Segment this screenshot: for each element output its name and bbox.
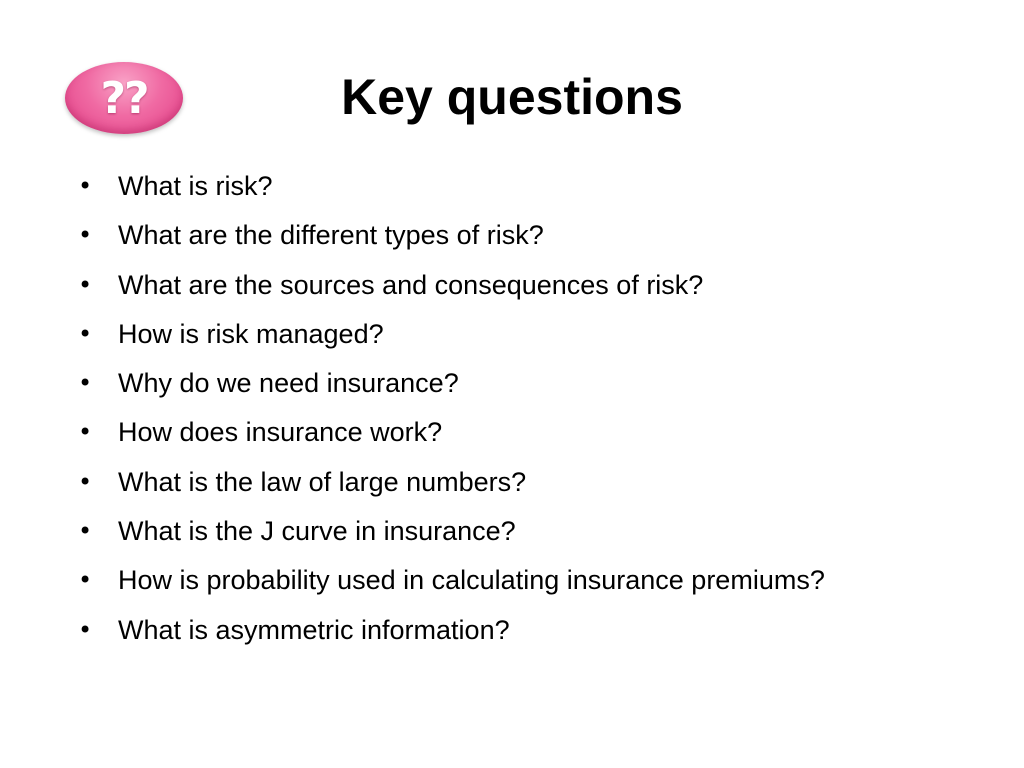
- bullet-icon: •: [78, 517, 93, 546]
- badge-label: ??: [100, 73, 148, 124]
- bullet-icon: •: [78, 319, 93, 348]
- bullet-icon: •: [78, 221, 93, 250]
- bullet-icon: •: [78, 369, 93, 398]
- question-text: How is risk managed?: [118, 318, 384, 349]
- question-item: [78, 560, 998, 609]
- question-item: [78, 215, 998, 264]
- question-item: [78, 412, 998, 461]
- bullet-icon: •: [78, 172, 93, 200]
- question-item: [78, 462, 998, 511]
- question-list: [78, 166, 998, 659]
- question-item: [78, 363, 998, 412]
- question-item: [78, 511, 998, 560]
- question-text: What are the different types of risk?: [118, 220, 544, 251]
- bullet-icon: •: [78, 467, 93, 496]
- question-item: [78, 265, 998, 314]
- question-text: Why do we need insurance?: [118, 368, 459, 399]
- question-item: [78, 314, 998, 363]
- question-text: What are the sources and consequences of risk?: [118, 269, 704, 300]
- question-text: What is the J curve in insurance?: [118, 516, 516, 547]
- question-item: [78, 610, 998, 659]
- question-text: What is asymmetric information?: [118, 614, 510, 645]
- bullet-icon: •: [78, 566, 93, 595]
- question-item: [78, 166, 998, 215]
- slide-title: Key questions: [341, 69, 683, 125]
- question-text: How does insurance work?: [118, 417, 443, 448]
- question-text: What is the law of large numbers?: [118, 466, 527, 497]
- bullet-icon: •: [78, 418, 93, 447]
- bullet-icon: •: [78, 615, 93, 644]
- question-text: How is probability used in calculating insurance premiums?: [118, 565, 825, 596]
- question-text: What is risk?: [118, 171, 273, 201]
- bullet-icon: •: [78, 270, 93, 299]
